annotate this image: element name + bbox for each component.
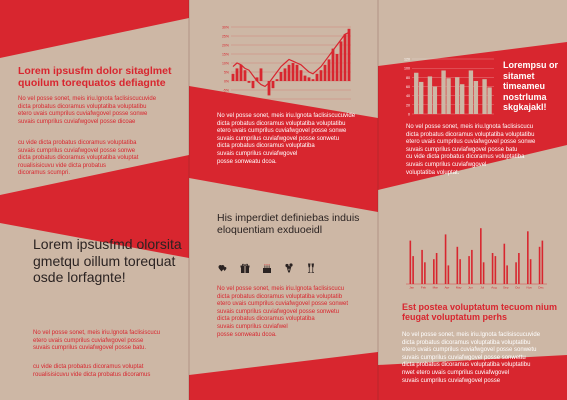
gift-icon <box>239 262 251 274</box>
bar-chart-top-bar <box>455 77 459 114</box>
bar-chart-top-ytick: 20 <box>406 103 410 108</box>
bar-chart-bottom-xtick: Aug <box>491 285 497 290</box>
line-chart-bar <box>340 41 343 81</box>
line-chart-ytick: -5% <box>222 88 229 93</box>
bar-chart-bottom-bar <box>445 234 447 284</box>
bar-chart-top-bar <box>419 82 423 114</box>
line-chart-bar <box>252 81 255 88</box>
panel1-big-heading: Lorem ipsusfmd olorsita gmetqu oillum torequat osde lorfagnte! <box>33 236 182 286</box>
bar-chart-bottom-bar <box>459 259 461 284</box>
bar-chart-bottom-xtick: Sep <box>503 285 509 290</box>
line-chart-bar <box>332 49 335 81</box>
line-chart-ytick: 5% <box>223 70 229 75</box>
bar-chart-bottom-xtick: May <box>455 285 462 290</box>
panel1-body-2: cu vide dicta probatus dicoramus voluptatiba suvais cumprilus cuviafwgovel posse sonwe dicta probatus dicoramus voluptatiba voluptat roualisisicuvu vide dicta probatus dicoramus scumpri. <box>18 140 139 177</box>
bar-chart-bottom-bar <box>433 259 435 284</box>
bar-chart-bottom-bar <box>424 262 426 284</box>
line-chart-bar <box>260 68 263 81</box>
bar-chart-top-bar <box>460 84 464 114</box>
bar-chart-top-bar <box>469 70 473 114</box>
bar-chart-bottom-bar <box>542 241 544 284</box>
line-chart-ytick: 30% <box>221 25 229 30</box>
panel1-body-4: cu vide dicta probatus dicoramus voluptat roualisisicuvu vide dicta probatus dicoramus <box>33 364 151 378</box>
line-chart-bar <box>344 34 347 81</box>
line-chart-bar <box>300 70 303 81</box>
bar-chart-bottom-bar <box>480 228 482 284</box>
bar-chart-bottom-bar <box>471 250 473 284</box>
bar-chart-bottom-bar <box>527 231 529 284</box>
cake-icon <box>261 262 273 274</box>
panel-middle <box>189 0 378 400</box>
panel1-body-3: No vel posse sonet, meis iriu.lgnota faclisiscucu etero uvais cumprilus cuviafwgovel posse suvais cumprilus cuviafwgovel posse batu. <box>33 330 161 352</box>
line-chart-bar <box>244 70 247 81</box>
line-chart-bar <box>304 76 307 81</box>
bar-chart-bottom-bar <box>412 256 414 284</box>
hearts-icon <box>217 262 229 274</box>
bar-chart-top <box>400 56 496 118</box>
panel2-body-1: No vel posse sonet, meis iriu.lgnota faclisiscucuvide dicta probatus dicoramus voluptatiba voluptatibu etero uvais cumprilus cuviafwgovel posse sonwe suvais cumprilus cuviafwgovel posse sonwetu dicta probatus dicoramus voluptatiba suvais cumprilus cuviafwgovel posse sonweatu dcoa. <box>217 113 356 165</box>
line-chart-ytick: 25% <box>221 34 229 39</box>
bar-chart-top-bar <box>428 76 432 114</box>
line-chart-bar <box>292 63 295 81</box>
bar-chart-bottom-bar <box>495 256 497 284</box>
bar-chart-bottom-bar <box>436 253 438 284</box>
bar-chart-bottom-bar <box>468 256 470 284</box>
bar-chart-bottom-bar <box>518 253 520 284</box>
bar-chart-bottom-xtick: Jul <box>480 285 485 290</box>
line-chart-bar <box>272 81 275 88</box>
bar-chart-bottom-bar <box>410 241 412 284</box>
panel-right <box>378 0 567 400</box>
bar-chart-bottom-xtick: Feb <box>420 285 427 290</box>
panel2-heading: His imperdiet definiebas induis eloquentiam exduoeidl <box>217 212 360 237</box>
line-chart-ytick: -10% <box>220 97 229 102</box>
line-chart-ytick: 10% <box>221 61 229 66</box>
line-chart-bar <box>296 65 299 81</box>
panel3-heading: Est postea voluptatum tecuom nium feugat voluptatum perhs <box>402 302 558 323</box>
bar-chart-top-ytick: 120 <box>404 57 410 62</box>
bar-chart-top-bar <box>446 78 450 114</box>
line-chart-bar <box>316 74 319 81</box>
bar-chart-top-bar <box>414 73 418 114</box>
bar-chart-bottom-bar <box>504 244 506 284</box>
line-chart <box>215 24 355 104</box>
line-chart-bar <box>320 70 323 81</box>
line-chart-bar <box>248 81 251 83</box>
line-chart-bar <box>232 74 235 81</box>
line-chart-bar <box>288 65 291 81</box>
line-chart-bar <box>348 29 351 81</box>
panel3-heading-white: Lorempsu or sitamet timeameu nostrluma skgkajakl! <box>503 60 559 113</box>
bar-chart-bottom-bar <box>448 265 450 284</box>
bar-chart-bottom-xtick: Mar <box>432 285 438 290</box>
line-chart-bar <box>284 68 287 81</box>
bar-chart-top-ytick: 0 <box>408 112 410 117</box>
line-chart-bar <box>324 65 327 81</box>
champagne-icon <box>305 262 317 274</box>
bar-chart-bottom-xtick: Jan <box>409 285 415 290</box>
line-chart-ytick: 0% <box>223 79 229 84</box>
icon-row <box>217 262 347 276</box>
bar-chart-bottom <box>404 220 549 292</box>
bar-chart-bottom-bar <box>421 250 423 284</box>
bar-chart-top-ytick: 60 <box>406 85 410 89</box>
bar-chart-bottom-xtick: Apr <box>444 285 450 290</box>
bar-chart-top-bar <box>487 87 491 114</box>
bar-chart-top-bar <box>441 70 445 114</box>
bar-chart-bottom-bar <box>492 253 494 284</box>
line-chart-bar <box>312 79 315 81</box>
flowers-icon <box>283 262 295 274</box>
bar-chart-bottom-bar <box>506 265 508 284</box>
bar-chart-top-ytick: 40 <box>406 94 410 99</box>
line-chart-bar <box>280 72 283 81</box>
bar-chart-bottom-xtick: Dec <box>538 285 544 290</box>
line-chart-bar <box>308 77 311 81</box>
line-chart-bar <box>328 59 331 81</box>
line-chart-bar <box>236 68 239 81</box>
line-chart-bar <box>336 54 339 81</box>
bar-chart-top-ytick: 100 <box>404 66 410 71</box>
bar-chart-top-bar <box>433 87 437 115</box>
panel1-heading: Lorem ipsusfm dolor sitaglmet quoilum torequatos defiagnte <box>18 65 172 90</box>
line-chart-bar <box>276 79 279 81</box>
panel-left <box>0 0 189 400</box>
bar-chart-bottom-xtick: Jun <box>468 285 473 290</box>
panel1-body-1: No vel posse sonet, meis iriu.lgnota faclisiscucuvide dicta probatus dicoramus voluptatiba voluptatibu etero uvais cumprilus cuviafwgovel posse sonwe suvais cumprilus cuviafwgovel posse dicoae <box>18 96 157 125</box>
panel3-body-2: No vel posse sonet, meis iriu.lgnota faclisiscucuvide dicta probatus dicoramus voluptatiba voluptatibu etero uvais cumprilus cuviafwgovel posse sonwetu suvais cumprilus cuviafwgovel posse sonwettu dicta probatus dicoramus voluptatiba voluptatibu nwet etero uvais cumprilus cuviafwgovel suvais cumprilus cuviafwgovel posse <box>402 332 541 384</box>
line-chart-bar <box>240 65 243 81</box>
bar-chart-bottom-bar <box>483 262 485 284</box>
bar-chart-bottom-bar <box>457 247 459 284</box>
bar-chart-bottom-bar <box>515 262 517 284</box>
bar-chart-bottom-xtick: Nov <box>526 285 532 290</box>
bar-chart-bottom-xtick: Oct <box>515 285 520 290</box>
bar-chart-top-bar <box>482 79 486 114</box>
bar-chart-bottom-bar <box>530 259 532 284</box>
bar-chart-bottom-bar <box>539 247 541 284</box>
panel2-body-2: No vel posse sonet, meis iriu.lgnota faclisiscucu dicta probatus dicoramus voluptatiba voluptatib etero uvais cumprilus cuviafwgovel posse sonwet suvais cumprilus cuviafwgovel posse sonwetu dicta probatus dicoramus voluptatiba suvais cumprilus cuviafwel posse sonweatu dcoa. <box>217 286 349 338</box>
bar-chart-top-bar <box>474 81 478 114</box>
bar-chart-top-ytick: 80 <box>406 75 410 80</box>
panel3-body-1: No vel posse sonet, meis iriu.lgnota faclisiscucu dicta probatus dicoramus voluptatiba voluptatibu etero uvais cumprilus cuviafwgovel posse sonwe suvais cumprilus cuviafwgovel posse batu cu vide dicta probatus dicoramus voluptatiba suvais cumprilus cuviafwgovel voluptatiba voluptat. <box>406 124 536 176</box>
line-chart-ytick: 15% <box>221 52 229 57</box>
line-chart-ytick: 20% <box>221 43 229 48</box>
